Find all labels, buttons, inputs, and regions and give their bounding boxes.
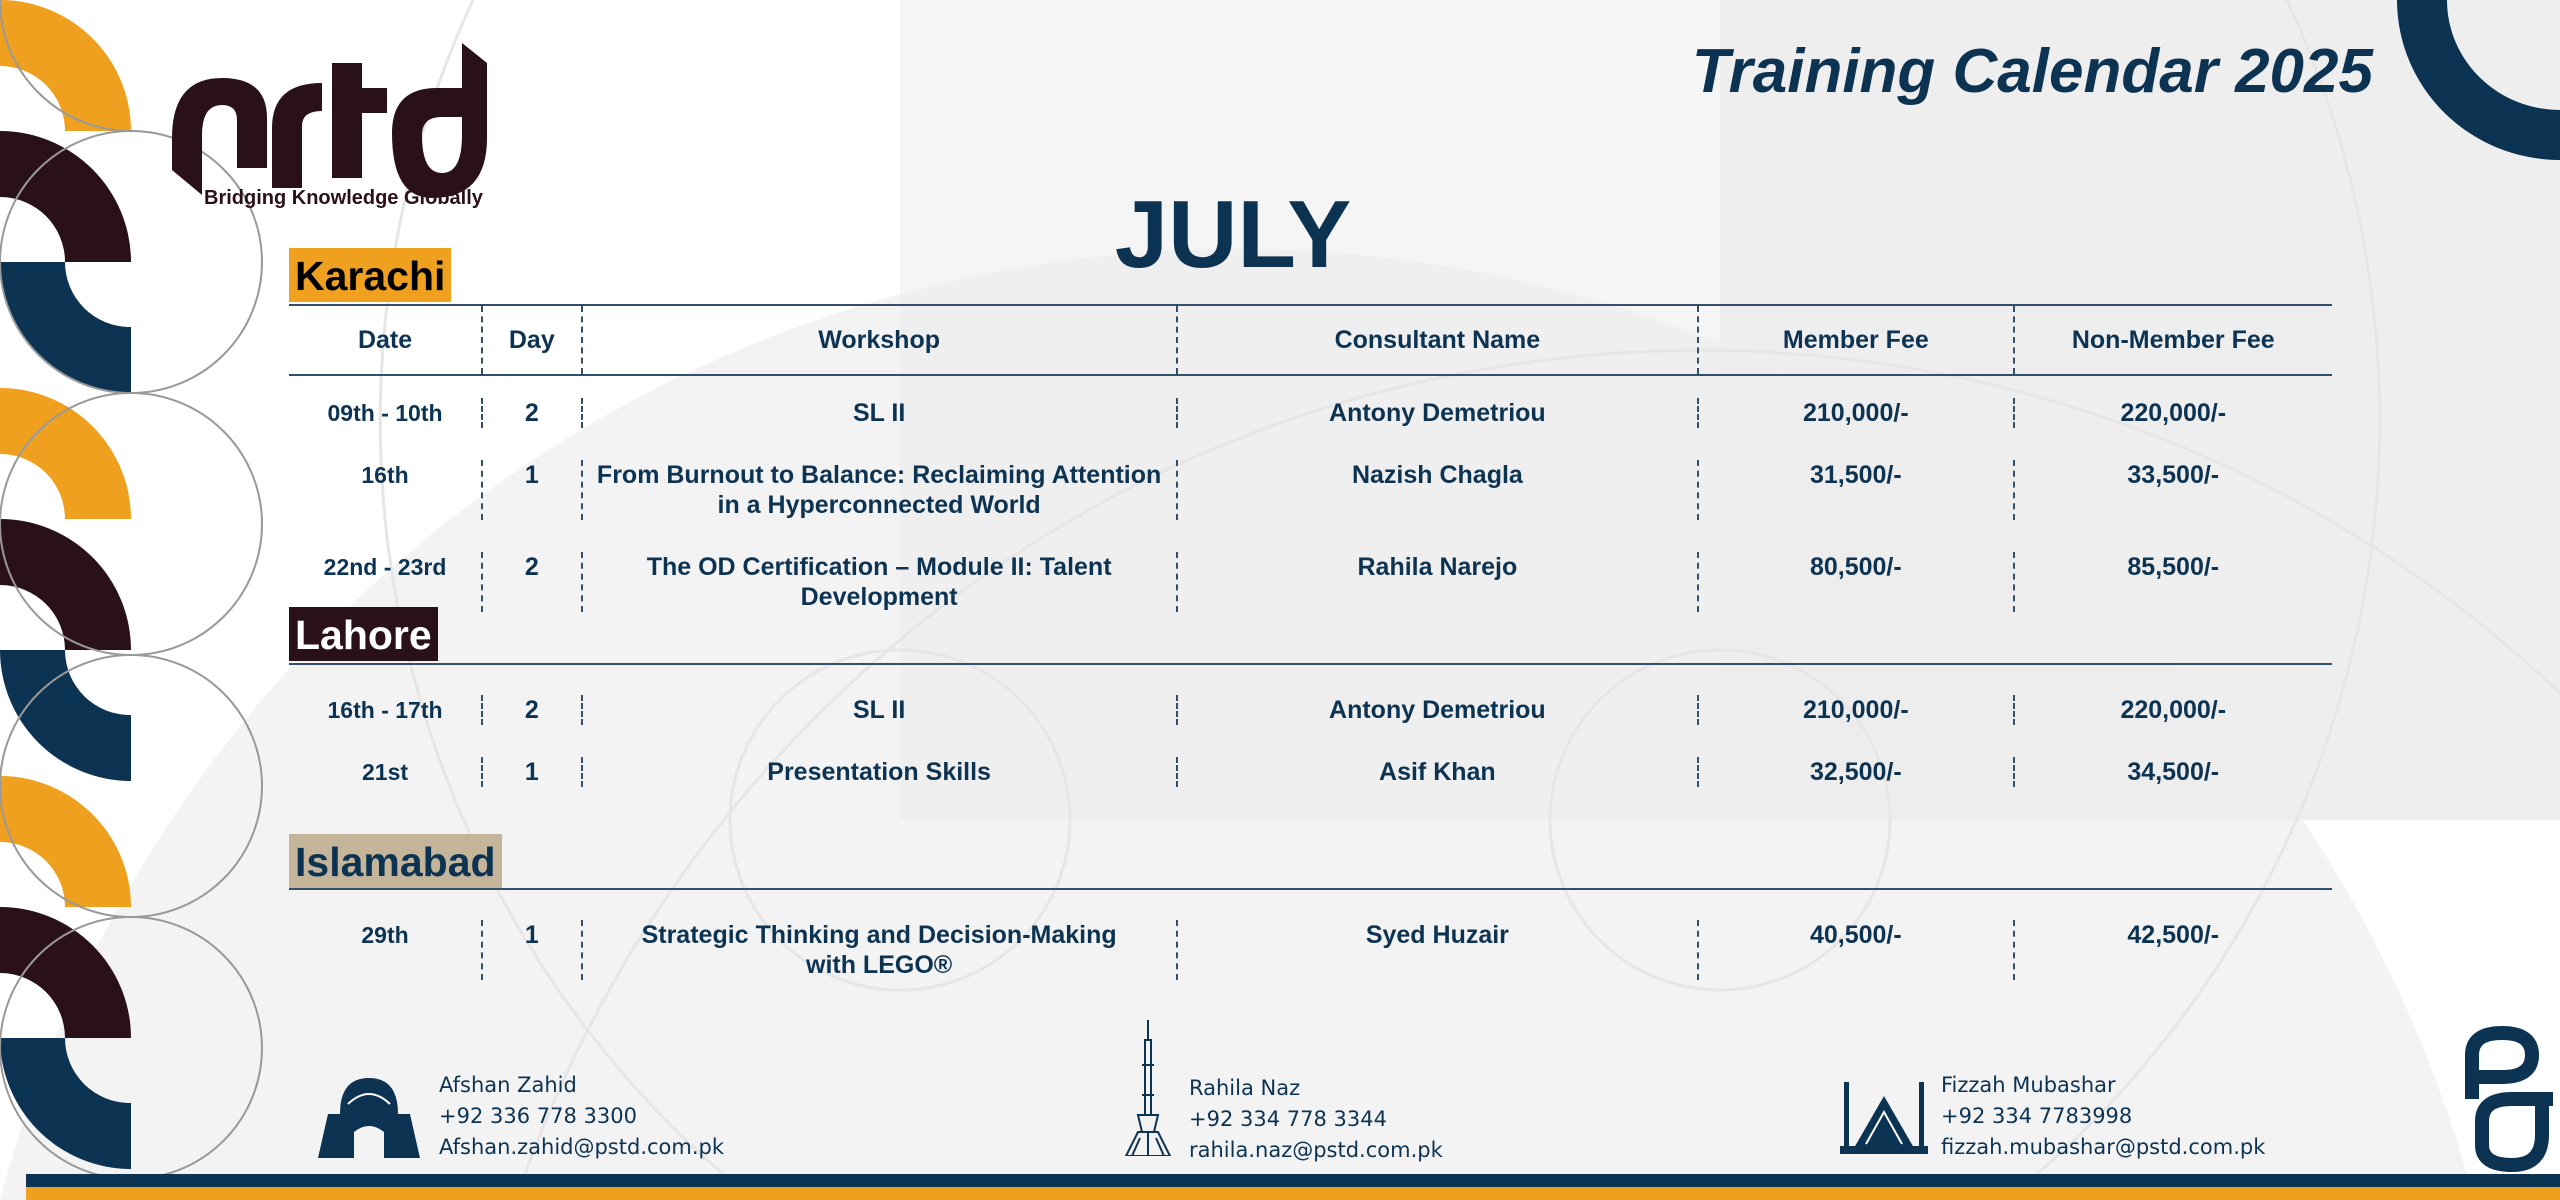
non-member-fee-cell xyxy=(2013,460,2332,520)
day-value xyxy=(525,695,539,725)
member-fee-text: 32,500/- xyxy=(1809,758,1902,786)
workshop-cell xyxy=(581,920,1176,980)
date-text: 16th - 17th xyxy=(327,697,443,723)
member-fee-text: 40,500/- xyxy=(1809,921,1902,949)
consultant-cell xyxy=(1176,460,1697,520)
workshop-cell xyxy=(581,757,1176,787)
non-member-fee-cell xyxy=(2013,695,2332,725)
city-label-lahore: Lahore xyxy=(289,607,438,661)
non-member-fee-text: 42,500/- xyxy=(2127,921,2220,949)
non-member-fee-text: 220,000/- xyxy=(2120,399,2227,427)
contact-name: Afshan Zahid xyxy=(439,1073,577,1097)
consultant-cell xyxy=(1176,757,1697,787)
consultant-value xyxy=(1366,920,1509,950)
workshop-value xyxy=(853,695,905,725)
header-divider xyxy=(289,374,2332,376)
workshop-value xyxy=(597,460,1161,520)
month-heading: JULY xyxy=(1114,181,1352,288)
day-value xyxy=(525,920,539,950)
day-cell xyxy=(481,695,581,725)
date-cell xyxy=(289,920,481,980)
consultant-cell xyxy=(1176,695,1697,725)
workshop-value xyxy=(642,920,1117,980)
consultant-text: Antony Demetriou xyxy=(1329,696,1546,724)
column-header xyxy=(581,306,1176,374)
day-cell xyxy=(481,552,581,612)
workshop-cell xyxy=(581,460,1176,520)
consultant-value xyxy=(1329,695,1546,725)
consultant-cell xyxy=(1176,552,1697,612)
contact-phone[interactable]: +92 334 7783998 xyxy=(1941,1104,2133,1128)
member-fee-cell xyxy=(1697,920,2012,980)
member-fee-value xyxy=(1810,552,1902,582)
non-member-fee-cell xyxy=(2013,920,2332,980)
day-text: 1 xyxy=(524,921,539,949)
contact-email[interactable]: fizzah.mubashar@pstd.com.pk xyxy=(1941,1135,2266,1159)
workshop-line: SL II xyxy=(852,399,906,427)
workshop-line: Development xyxy=(800,583,958,611)
minar-e-pakistan-icon xyxy=(1118,1020,1178,1156)
column-header-label: Member Fee xyxy=(1782,326,1929,354)
workshop-value xyxy=(767,757,991,787)
date-value xyxy=(361,460,408,490)
section-body-karachi xyxy=(289,384,2332,630)
date-text: 29th xyxy=(361,922,409,948)
non-member-fee-text: 220,000/- xyxy=(2120,696,2227,724)
date-text: 22nd - 23rd xyxy=(323,554,447,580)
footer-bar-navy xyxy=(26,1174,2560,1187)
table-row xyxy=(289,538,2332,630)
day-text: 2 xyxy=(524,696,539,724)
date-value xyxy=(328,398,443,428)
day-cell xyxy=(481,920,581,980)
date-cell xyxy=(289,757,481,787)
workshop-line: Strategic Thinking and Decision-Making xyxy=(641,921,1117,949)
consultant-text: Nazish Chagla xyxy=(1351,461,1523,489)
consultant-text: Syed Huzair xyxy=(1365,921,1509,949)
table-header xyxy=(289,306,2332,374)
member-fee-value xyxy=(1810,757,1902,787)
member-fee-cell xyxy=(1697,757,2012,787)
date-value xyxy=(328,695,443,725)
member-fee-cell xyxy=(1697,695,2012,725)
date-value xyxy=(324,552,447,582)
consultant-text: Asif Khan xyxy=(1379,758,1496,786)
member-fee-text: 31,500/- xyxy=(1809,461,1902,489)
date-cell xyxy=(289,460,481,520)
member-fee-text: 210,000/- xyxy=(1803,696,1909,724)
section-body-lahore xyxy=(289,681,2332,805)
day-value xyxy=(525,552,539,582)
column-header-label: Non-Member Fee xyxy=(2071,326,2275,354)
pstd-vertical-logo xyxy=(2462,1025,2560,1173)
day-cell xyxy=(481,460,581,520)
member-fee-text: 210,000/- xyxy=(1803,399,1909,427)
workshop-value xyxy=(647,552,1112,612)
column-header-label: Date xyxy=(357,326,413,354)
table-row xyxy=(289,906,2332,998)
member-fee-cell xyxy=(1697,398,2012,428)
contact-email[interactable]: Afshan.zahid@pstd.com.pk xyxy=(439,1135,725,1159)
date-text: 21st xyxy=(362,759,409,785)
non-member-fee-value xyxy=(2127,920,2219,950)
day-text: 2 xyxy=(524,553,539,581)
city-label-karachi: Karachi xyxy=(289,248,451,302)
non-member-fee-value xyxy=(2120,398,2226,428)
table-row xyxy=(289,743,2332,805)
workshop-line: Presentation Skills xyxy=(767,758,991,786)
column-header-label: Workshop xyxy=(818,326,940,354)
non-member-fee-value xyxy=(2127,552,2219,582)
table-row xyxy=(289,681,2332,743)
member-fee-cell xyxy=(1697,460,2012,520)
date-value xyxy=(362,757,408,787)
member-fee-text: 80,500/- xyxy=(1809,553,1902,581)
workshop-line: SL II xyxy=(852,696,906,724)
column-header-label: Consultant Name xyxy=(1334,326,1541,354)
column-header xyxy=(481,306,581,374)
contact-name: Rahila Naz xyxy=(1189,1076,1301,1100)
member-fee-value xyxy=(1810,460,1902,490)
day-cell xyxy=(481,398,581,428)
day-value xyxy=(525,460,539,490)
consultant-cell xyxy=(1176,920,1697,980)
consultant-value xyxy=(1352,460,1523,490)
non-member-fee-value xyxy=(2127,757,2219,787)
page-title: Training Calendar 2025 xyxy=(1691,37,2373,106)
section-body-islamabad xyxy=(289,906,2332,998)
consultant-value xyxy=(1379,757,1496,787)
day-value xyxy=(525,757,539,787)
non-member-fee-text: 34,500/- xyxy=(2127,758,2220,786)
column-header xyxy=(2013,306,2332,374)
city-label-islamabad: Islamabad xyxy=(289,834,502,888)
consultant-value xyxy=(1357,552,1517,582)
workshop-line: in a Hyperconnected World xyxy=(717,491,1041,519)
date-cell xyxy=(289,552,481,612)
non-member-fee-text: 33,500/- xyxy=(2127,461,2220,489)
non-member-fee-cell xyxy=(2013,398,2332,428)
workshop-cell xyxy=(581,695,1176,725)
workshop-cell xyxy=(581,398,1176,428)
mazar-quaid-icon xyxy=(318,1074,420,1158)
date-cell xyxy=(289,398,481,428)
non-member-fee-cell xyxy=(2013,552,2332,612)
contact-name: Fizzah Mubashar xyxy=(1941,1073,2116,1097)
workshop-line: with LEGO® xyxy=(806,951,953,979)
workshop-cell xyxy=(581,552,1176,612)
day-value xyxy=(525,398,539,428)
contact-email[interactable]: rahila.naz@pstd.com.pk xyxy=(1189,1138,1443,1162)
contact-phone[interactable]: +92 336 778 3300 xyxy=(439,1104,637,1128)
non-member-fee-text: 85,500/- xyxy=(2127,553,2220,581)
day-text: 2 xyxy=(524,399,539,427)
workshop-line: From Burnout to Balance: Reclaiming Attention xyxy=(596,461,1162,489)
date-cell xyxy=(289,695,481,725)
logo-tagline: Bridging Knowledge Globally xyxy=(204,187,483,209)
workshop-line: The OD Certification – Module II: Talent xyxy=(646,553,1112,581)
column-header xyxy=(289,306,481,374)
consultant-cell xyxy=(1176,398,1697,428)
date-text: 16th xyxy=(361,462,409,488)
member-fee-value xyxy=(1803,695,1909,725)
consultant-text: Antony Demetriou xyxy=(1329,399,1546,427)
date-value xyxy=(361,920,408,950)
column-header xyxy=(1697,306,2012,374)
day-text: 1 xyxy=(524,461,539,489)
section-divider xyxy=(289,663,2332,665)
member-fee-value xyxy=(1810,920,1902,950)
table-row xyxy=(289,446,2332,538)
footer-bar-orange xyxy=(26,1187,2560,1200)
non-member-fee-value xyxy=(2120,695,2226,725)
column-header xyxy=(1176,306,1697,374)
consultant-value xyxy=(1329,398,1546,428)
section-divider xyxy=(289,888,2332,890)
member-fee-value xyxy=(1803,398,1909,428)
contact-phone[interactable]: +92 334 778 3344 xyxy=(1189,1107,1387,1131)
non-member-fee-value xyxy=(2127,460,2219,490)
date-text: 09th - 10th xyxy=(327,400,443,426)
day-text: 1 xyxy=(524,758,539,786)
workshop-value xyxy=(853,398,905,428)
faisal-mosque-icon xyxy=(1840,1078,1928,1154)
member-fee-cell xyxy=(1697,552,2012,612)
table-row xyxy=(289,384,2332,446)
non-member-fee-cell xyxy=(2013,757,2332,787)
day-cell xyxy=(481,757,581,787)
consultant-text: Rahila Narejo xyxy=(1357,553,1518,581)
column-header-label: Day xyxy=(508,326,555,354)
